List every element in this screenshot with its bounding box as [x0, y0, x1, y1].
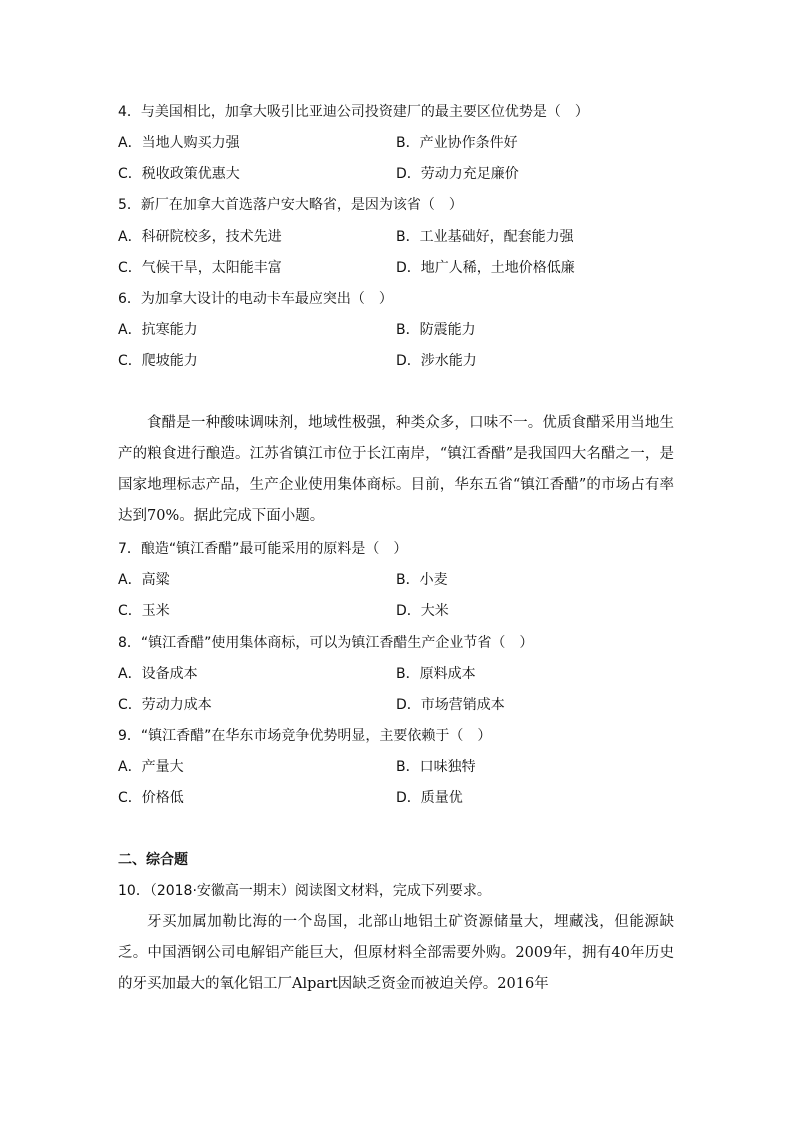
question-7-option-a: A．高粱: [118, 572, 170, 588]
question-5-option-d: D．地广人稀，土地价格低廉: [396, 260, 575, 276]
question-9-option-c: C．价格低: [118, 790, 184, 806]
question-6-stem: 6．为加拿大设计的电动卡车最应突出（ ）: [118, 291, 393, 307]
question-6-option-d: D．涉水能力: [396, 353, 477, 369]
question-4-option-b: B．产业协作条件好: [396, 135, 518, 151]
question-4-option-a: A．当地人购买力强: [118, 135, 240, 151]
question-8-option-b: B．原料成本: [396, 666, 476, 682]
section-title: 二、综合题: [118, 852, 188, 868]
question-5-stem: 5．新厂在加拿大首选落户安大略省，是因为该省（ ）: [118, 197, 463, 213]
question-6-option-b: B．防震能力: [396, 322, 476, 338]
question-9-stem: 9．“镇江香醋”在华东市场竞争优势明显，主要依赖于（ ）: [118, 728, 492, 744]
question-9-option-d: D．质量优: [396, 790, 463, 806]
question-4-stem: 4．与美国相比，加拿大吸引比亚迪公司投资建厂的最主要区位优势是（ ）: [118, 104, 589, 120]
jamaica-passage: 牙买加属加勒比海的一个岛国，北部山地铝土矿资源储量大，埋藏浅，但能源缺乏。中国酒钢公司电解铝产能巨大，但原材料全部需要外购。2009年，拥有40年历史的牙买加最大的氧化铝工厂Alpart因缺乏资金而被迫关停。2016年: [118, 914, 674, 992]
vinegar-passage: 食醋是一种酸味调味剂，地域性极强，种类众多，口味不一。优质食醋采用当地生产的粮食进行酿造。江苏省镇江市位于长江南岸，“镇江香醋”是我国四大名醋之一，是国家地理标志产品，生产企业使用集体商标。目前，华东五省“镇江香醋”的市场占有率达到70%。据此完成下面小题。: [118, 415, 674, 524]
question-10-stem: 10．（2018·安徽高一期末）阅读图文材料，完成下列要求。: [118, 883, 491, 899]
question-6-option-c: C．爬坡能力: [118, 353, 198, 369]
question-7-stem: 7．酿造“镇江香醋”最可能采用的原料是（ ）: [118, 541, 408, 557]
question-7-option-c: C．玉米: [118, 603, 170, 619]
question-9-option-b: B．口味独特: [396, 759, 476, 775]
question-4-option-c: C．税收政策优惠大: [118, 166, 240, 182]
question-7-option-b: B．小麦: [396, 572, 448, 588]
question-5-option-b: B．工业基础好，配套能力强: [396, 229, 574, 245]
question-5-option-c: C．气候干旱，太阳能丰富: [118, 260, 282, 276]
question-8-option-a: A．设备成本: [118, 666, 198, 682]
question-4-option-d: D．劳动力充足廉价: [396, 166, 519, 182]
question-9-option-a: A．产量大: [118, 759, 184, 775]
question-8-option-c: C．劳动力成本: [118, 697, 212, 713]
question-7-option-d: D．大米: [396, 603, 449, 619]
question-8-option-d: D．市场营销成本: [396, 697, 505, 713]
question-8-stem: 8．“镇江香醋”使用集体商标，可以为镇江香醋生产企业节省（ ）: [118, 635, 534, 651]
question-6-option-a: A．抗寒能力: [118, 322, 198, 338]
question-5-option-a: A．科研院校多，技术先进: [118, 229, 282, 245]
